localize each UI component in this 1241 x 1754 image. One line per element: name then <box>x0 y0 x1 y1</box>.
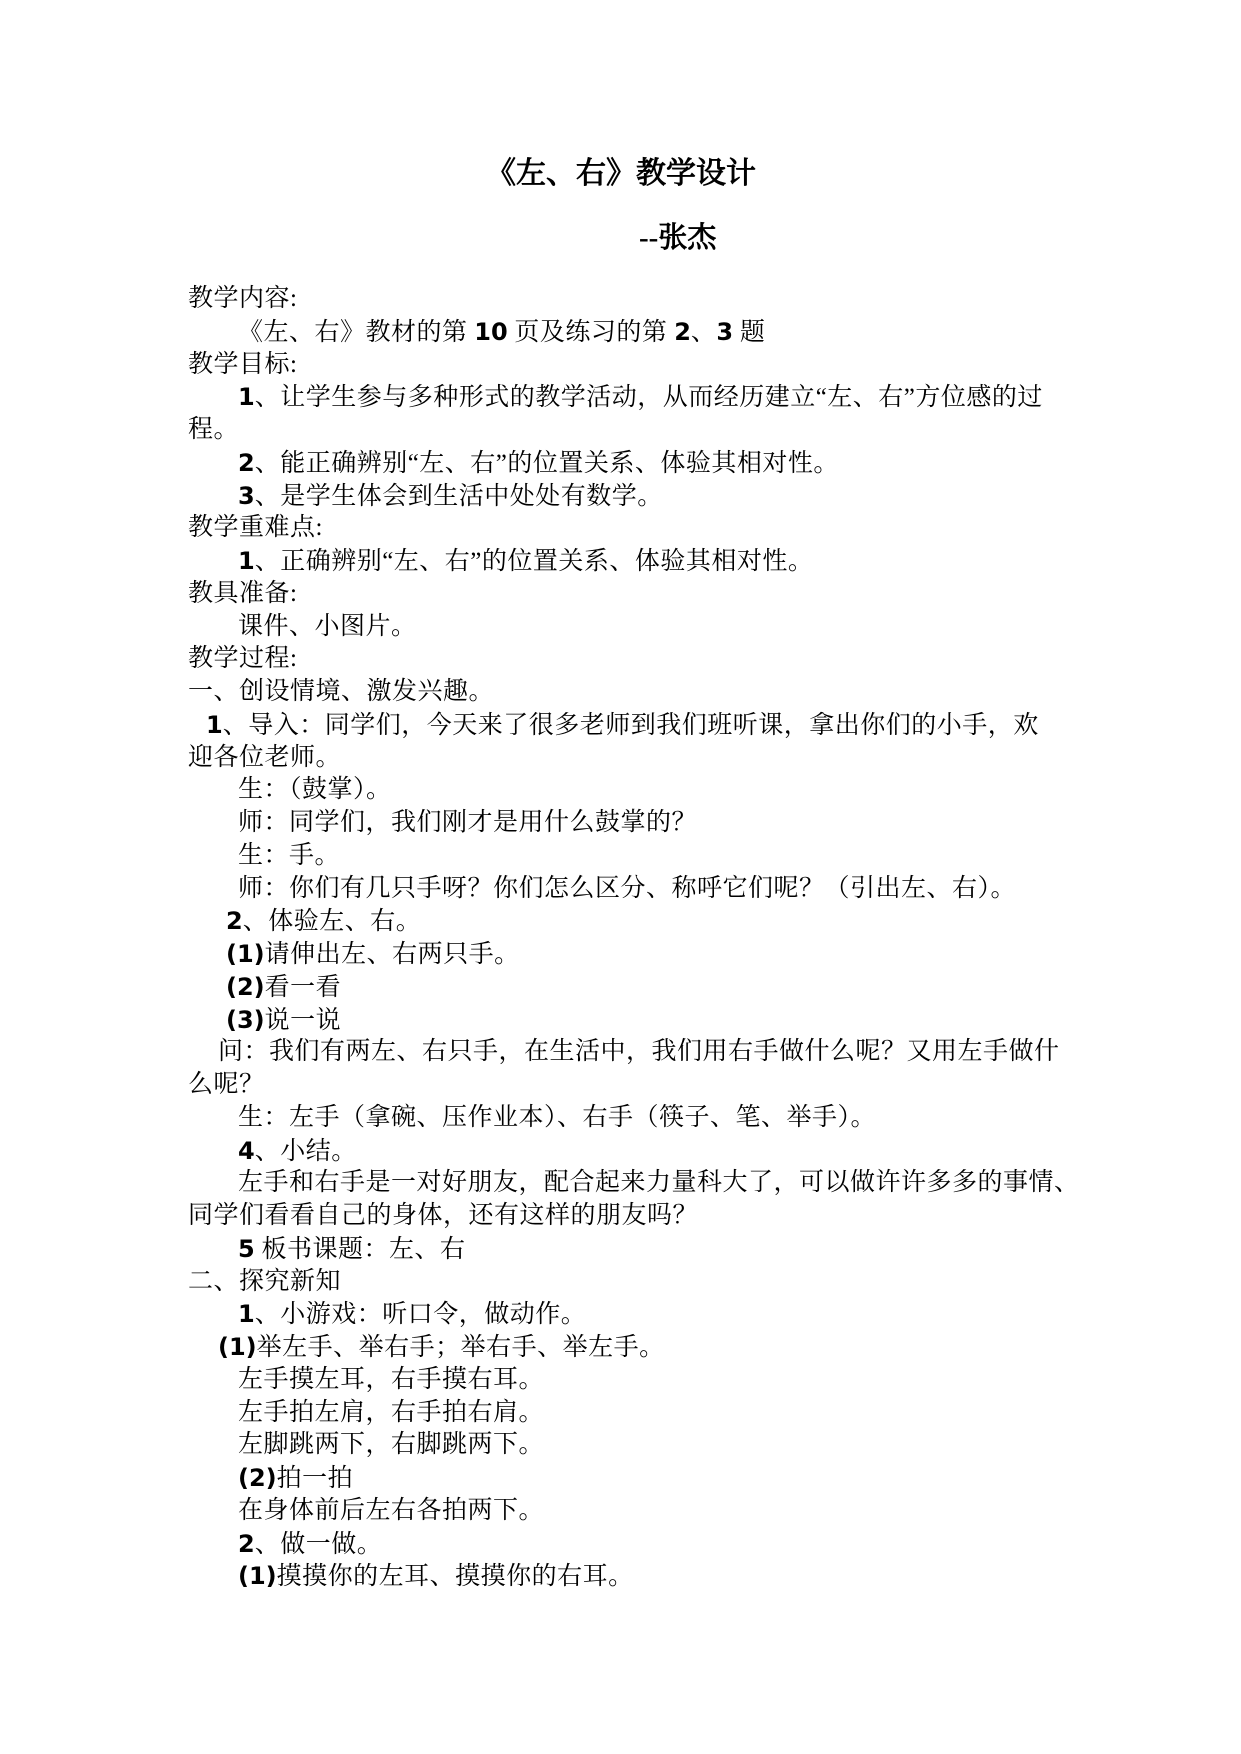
latin-number: 1 <box>238 547 255 575</box>
latin-number: 1 <box>238 1300 255 1329</box>
text-line: 问：我们有两左、右只手，在生活中，我们用右手做什么呢？又用左手做什 <box>218 1038 1060 1066</box>
latin-number: 2 <box>238 1529 255 1558</box>
latin-number: (2) <box>226 972 265 1001</box>
text-line: 生：（鼓掌）。 <box>238 776 392 804</box>
text-line: 师：同学们，我们刚才是用什么鼓掌的？ <box>238 809 698 836</box>
text-line: 教学内容: <box>188 285 298 312</box>
latin-number: (1) <box>218 1333 257 1361</box>
text-line: 生：手。 <box>238 841 341 869</box>
text-line: (1)请伸出左、右两只手。 <box>226 940 520 968</box>
text-line: 教学目标: <box>188 350 298 378</box>
text-line: 在身体前后左右各拍两下。 <box>238 1496 545 1524</box>
text-line: 《左、右》教材的第 10 页及练习的第 2、3 题 <box>238 317 766 346</box>
text-line: 一、创设情境、激发兴趣。 <box>188 678 495 705</box>
text-line: (3)说一说 <box>226 1005 342 1034</box>
text-line: 二、探究新知 <box>188 1267 342 1295</box>
text-line: 程。 <box>188 416 240 443</box>
latin-number: 5 <box>238 1234 255 1263</box>
text-line: 3、是学生体会到生活中处处有数学。 <box>238 481 663 510</box>
latin-number: 3 <box>716 317 734 346</box>
text-line: 左手摸左耳，右手摸右耳。 <box>238 1365 545 1393</box>
document-title: 《左、右》教学设计 <box>486 157 756 190</box>
text-line: 1、小游戏：听口令，做动作。 <box>238 1300 587 1329</box>
text-line: (1)摸摸你的左耳、摸摸你的右耳。 <box>238 1562 634 1591</box>
latin-number: 2 <box>238 448 255 477</box>
text-line: 1、导入：同学们，今天来了很多老师到我们班听课，拿出你们的小手，欢 <box>206 710 1039 739</box>
text-line: 左脚跳两下，右脚跳两下。 <box>238 1431 545 1459</box>
text-line: 课件、小图片。 <box>238 612 417 640</box>
text-line: 1、正确辨别“左、右”的位置关系、体验其相对性。 <box>238 547 814 575</box>
latin-number: 4 <box>238 1136 255 1165</box>
latin-number: (2) <box>238 1464 277 1492</box>
latin-number: 10 <box>474 317 508 346</box>
latin-number: 2 <box>674 317 691 346</box>
text-line: 左手和右手是一对好朋友，配合起来力量科大了，可以做许许多多的事情、 <box>238 1169 1080 1197</box>
text-line: 左手拍左肩，右手拍右肩。 <box>238 1398 545 1426</box>
text-line: 么呢？ <box>188 1071 265 1098</box>
text-line: 教学重难点: <box>188 514 323 542</box>
text-line: 教学过程: <box>188 645 298 673</box>
document-content <box>188 150 1080 1593</box>
latin-number: 1 <box>238 383 255 412</box>
text-line: 教具准备: <box>188 579 298 607</box>
text-line: (1)举左手、举右手；举右手、举左手。 <box>218 1333 665 1361</box>
latin-number: 2 <box>226 907 243 936</box>
text-line: 同学们看看自己的身体，还有这样的朋友吗？ <box>188 1202 699 1229</box>
document-body <box>188 283 1080 1593</box>
text-line: (2)拍一拍 <box>238 1464 354 1492</box>
latin-number: 1 <box>206 710 223 739</box>
text-line: 师：你们有几只手呀？你们怎么区分、称呼它们呢？（引出左、右）。 <box>238 874 1017 902</box>
text-line: 2、做一做。 <box>238 1529 383 1558</box>
latin-number: (1) <box>238 1562 277 1591</box>
text-line: 2、体验左、右。 <box>226 907 422 936</box>
latin-number: (3) <box>226 1005 265 1034</box>
document-author: --张杰 <box>639 222 717 254</box>
text-line: 生：左手（拿碗、压作业本）、右手（筷子、笔、举手）。 <box>238 1103 877 1131</box>
text-line: (2)看一看 <box>226 972 342 1001</box>
text-line: 5 板书课题：左、右 <box>238 1234 466 1263</box>
text-line: 2、能正确辨别“左、右”的位置关系、体验其相对性。 <box>238 448 839 477</box>
text-line: 4、小结。 <box>238 1136 357 1165</box>
text-line: 迎各位老师。 <box>188 743 342 771</box>
text-line: 1、让学生参与多种形式的教学活动，从而经历建立“左、右”方位感的过 <box>238 383 1043 412</box>
latin-number: 3 <box>238 481 255 510</box>
latin-number: (1) <box>226 940 265 968</box>
